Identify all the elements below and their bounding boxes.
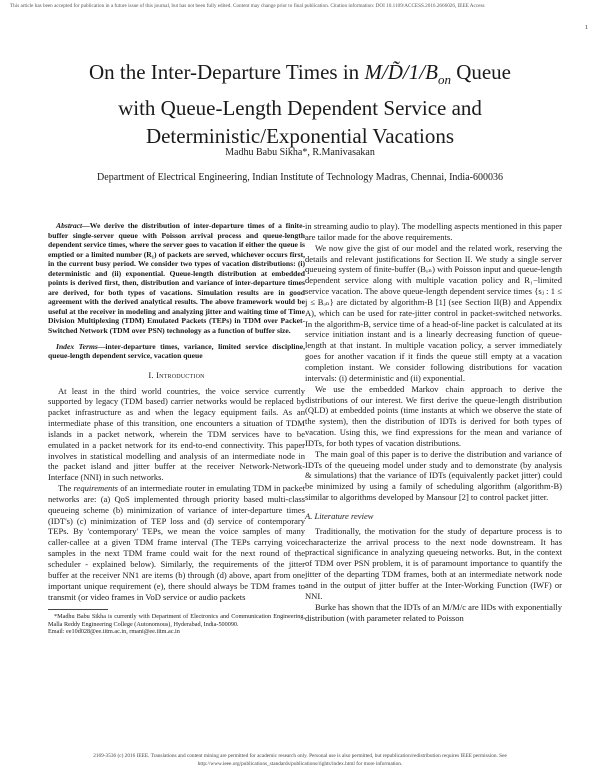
- subsection-heading-literature-review: A. Literature review: [305, 510, 374, 521]
- abstract-text: —We derive the distribution of inter-departure times of a finite-buffer single-server queue with Poisson arrival process and queue-length dependent service times, where the server goes to vacation if either the queue is emptied or a limited number (R₁) of packets are served, whichever occurs first, in the current busy period. We consider two types of vacation distributions: (i) deterministic and (ii) exponential. Queue-length distribution at embedded points is derived first, then, distribution and variance of inter-departure times are derived, for both types of vacations. Simulation results are in good agreement with the derived analytical results. The above framework would be useful at the receiver in modeling and analyzing jitter and waiting time of Time Division Multiplexing (TDM) Emulated Packets (TEPs) in TDM over Packet-Switched Network (TDM over PSN) technology as a function of buffer size.: [48, 221, 305, 336]
- right-paragraph-6: Burke has shown that the IDTs of an M/M/c are IIDs with exponentially distribution (with parameter related to Poisson: [305, 601, 562, 623]
- author-footnote: [48, 613, 305, 635]
- title-line1-suffix: Queue: [450, 60, 511, 84]
- intro-paragraph-1: At least in the third world countries, the voice service currently supported by legacy (TDM based) carrier networks would be replaced by packet infrastructure as and when the legacy equipment fails. As an intermediate phase of this transition, one encounters a situation of TDM islands in a packet network, wherein the TDM services have to be emulated in a packet network for its end-to-end connectivity. This paper involves in statistical modelling and analysis of an intermediate node in the packet island and jitter buffer at the receiver Network-Network-Interface (NNI) in such networks.: [48, 385, 305, 483]
- abstract-lead: Abstract: [56, 221, 83, 230]
- right-paragraph-2: We now give the gist of our model and the related work, reserving the details and relevant justifications for Section II. We study a single server queueing system of finite-buffer (Bₒₙ) with Poisson input and queue-length dependent service along with multiple vacation policy and R₁−limited service vacation. The above queue-length dependent service times {sⱼ : 1 ≤ j ≤ Bₒₙ} are dictated by algorithm-B [1] (see Section II(B) and Appendix A), which can be used for rate-jitter control in packet-switched networks. In the algorithm-B, service time of a head-of-line packet is calculated at its service initiation instant and is a linearly decreasing function of queue-length at that instant. In multiple vacation policy, a server immediately goes for another vacation if it finds the queue still empty at a vacation completion instant. We consider following distributions for vacation intervals: (i) deterministic and (ii) exponential.: [305, 242, 562, 383]
- title-line3: Deterministic/Exponential Vacations: [145, 124, 455, 149]
- right-paragraph-1: in streaming audio to play). The modelling aspects mentioned in this paper are tailor made for the above requirements.: [305, 221, 562, 242]
- index-terms-lead: Index Terms: [56, 341, 98, 351]
- section-heading-introduction: I. Introduction: [148, 369, 205, 380]
- footnote-affiliation: *Madhu Babu Sikha is currently with Department of Electronics and Communication Engineering, Malla Reddy Engineering College (Autonomous), Hyderabad, India-500090.: [48, 613, 305, 628]
- footnote-email: Email: ee10d028@ee.iitm.ac.in, rmani@ee.iitm.ac.in: [48, 628, 180, 636]
- index-terms-text: —inter-departure times, variance, limited service discipline, queue-length dependent service, vacation queue: [48, 341, 305, 361]
- title-prefix: On the Inter-Departure Times in: [88, 60, 365, 84]
- right-paragraph-5: Traditionally, the motivation for the study of departure process is to characterize the arrival process to the next node downstream. It has practical significance in analyzing queueing networks. But, in the context of TDM over PSN problem, it is of paramount importance to quantify the jitter of the departing TDM frames, both at an intermediate network node and in the output of jitter buffer at the Inter-Working Function (IWF) or NNI.: [305, 525, 562, 601]
- right-paragraph-3: We use the embedded Markov chain approach to derive the distributions of our interest. We first derive the queue-length distribution (QLD) at embedded points (time instants at which we observe the state of the system), then the distribution of IDTs is derived for both types of vacation. Using this, we find expressions for the mean and variance of IDTs, for both types of vacation distributions.: [305, 383, 562, 448]
- index-terms: [48, 342, 305, 361]
- journal-header-note: This article has been accepted for publication in a future issue of this journal, but has not been fully edited. Content may change prior to final publication. Citation information: DOI 10.1109/ACCESS.2016.2666026, IEEE Access: [10, 3, 485, 9]
- copyright-line-2: http://www.ieee.org/publications_standards/publications/rights/index.html for more information.: [197, 760, 403, 767]
- copyright-line-1: 2169-3536 (c) 2016 IEEE. Translations and content mining are permitted for academic research only. Personal use is also permitted, but republication/redistribution requires IEEE permission. See: [93, 753, 507, 759]
- title-math: $M/D̃/1/B_{on}$: [364, 60, 451, 88]
- left-column: [48, 221, 305, 636]
- title-line2: with Queue-Length Dependent Service and: [118, 96, 482, 121]
- affiliation: Department of Electrical Engineering, Indian Institute of Technology Madras, Chennai, India-600036: [97, 172, 503, 183]
- right-column: [305, 221, 562, 623]
- author-list: Madhu Babu Sikha*, R.Manivasakan: [225, 147, 375, 158]
- copyright-footer: [40, 753, 560, 768]
- paper-title: [20, 58, 580, 150]
- right-paragraph-4: The main goal of this paper is to derive the distribution and variance of IDTs of the queueing model under study and to demonstrate (by analysis & simulations) that the variance of IDTs (equivalently packet jitter) could be minimized by using a family of scheduling algorithm (algorithm-B) similar to algorithms developed by Mansour [2] to control packet jitter.: [305, 448, 562, 503]
- abstract: [48, 221, 305, 336]
- page-number: 1: [584, 24, 588, 31]
- intro-paragraph-2: The requirements of an intermediate router in emulating TDM in packet networks are: (a) QoS implemented through priority based multi-class queueing scheme (b) minimization of variance of inter-departure times (IDT's) (c) minimization of TEP loss and (d) service of contemporary TEPs. By 'contemporary' TEPs, we mean the voice samples of many caller-callee at a given TDM frame interval (The TEPs carrying voice samples in the next TDM frame could wait for the next round of the scheduler - explained below). Similarly, the requirements of the jitter buffer at the receiver NN1 are items (b) through (d) above, apart from one important unique requirement (e), there should always be TDM frames to transmit (or video frames in VoD service or audio packets: [48, 483, 305, 602]
- footnote-divider: [48, 609, 108, 610]
